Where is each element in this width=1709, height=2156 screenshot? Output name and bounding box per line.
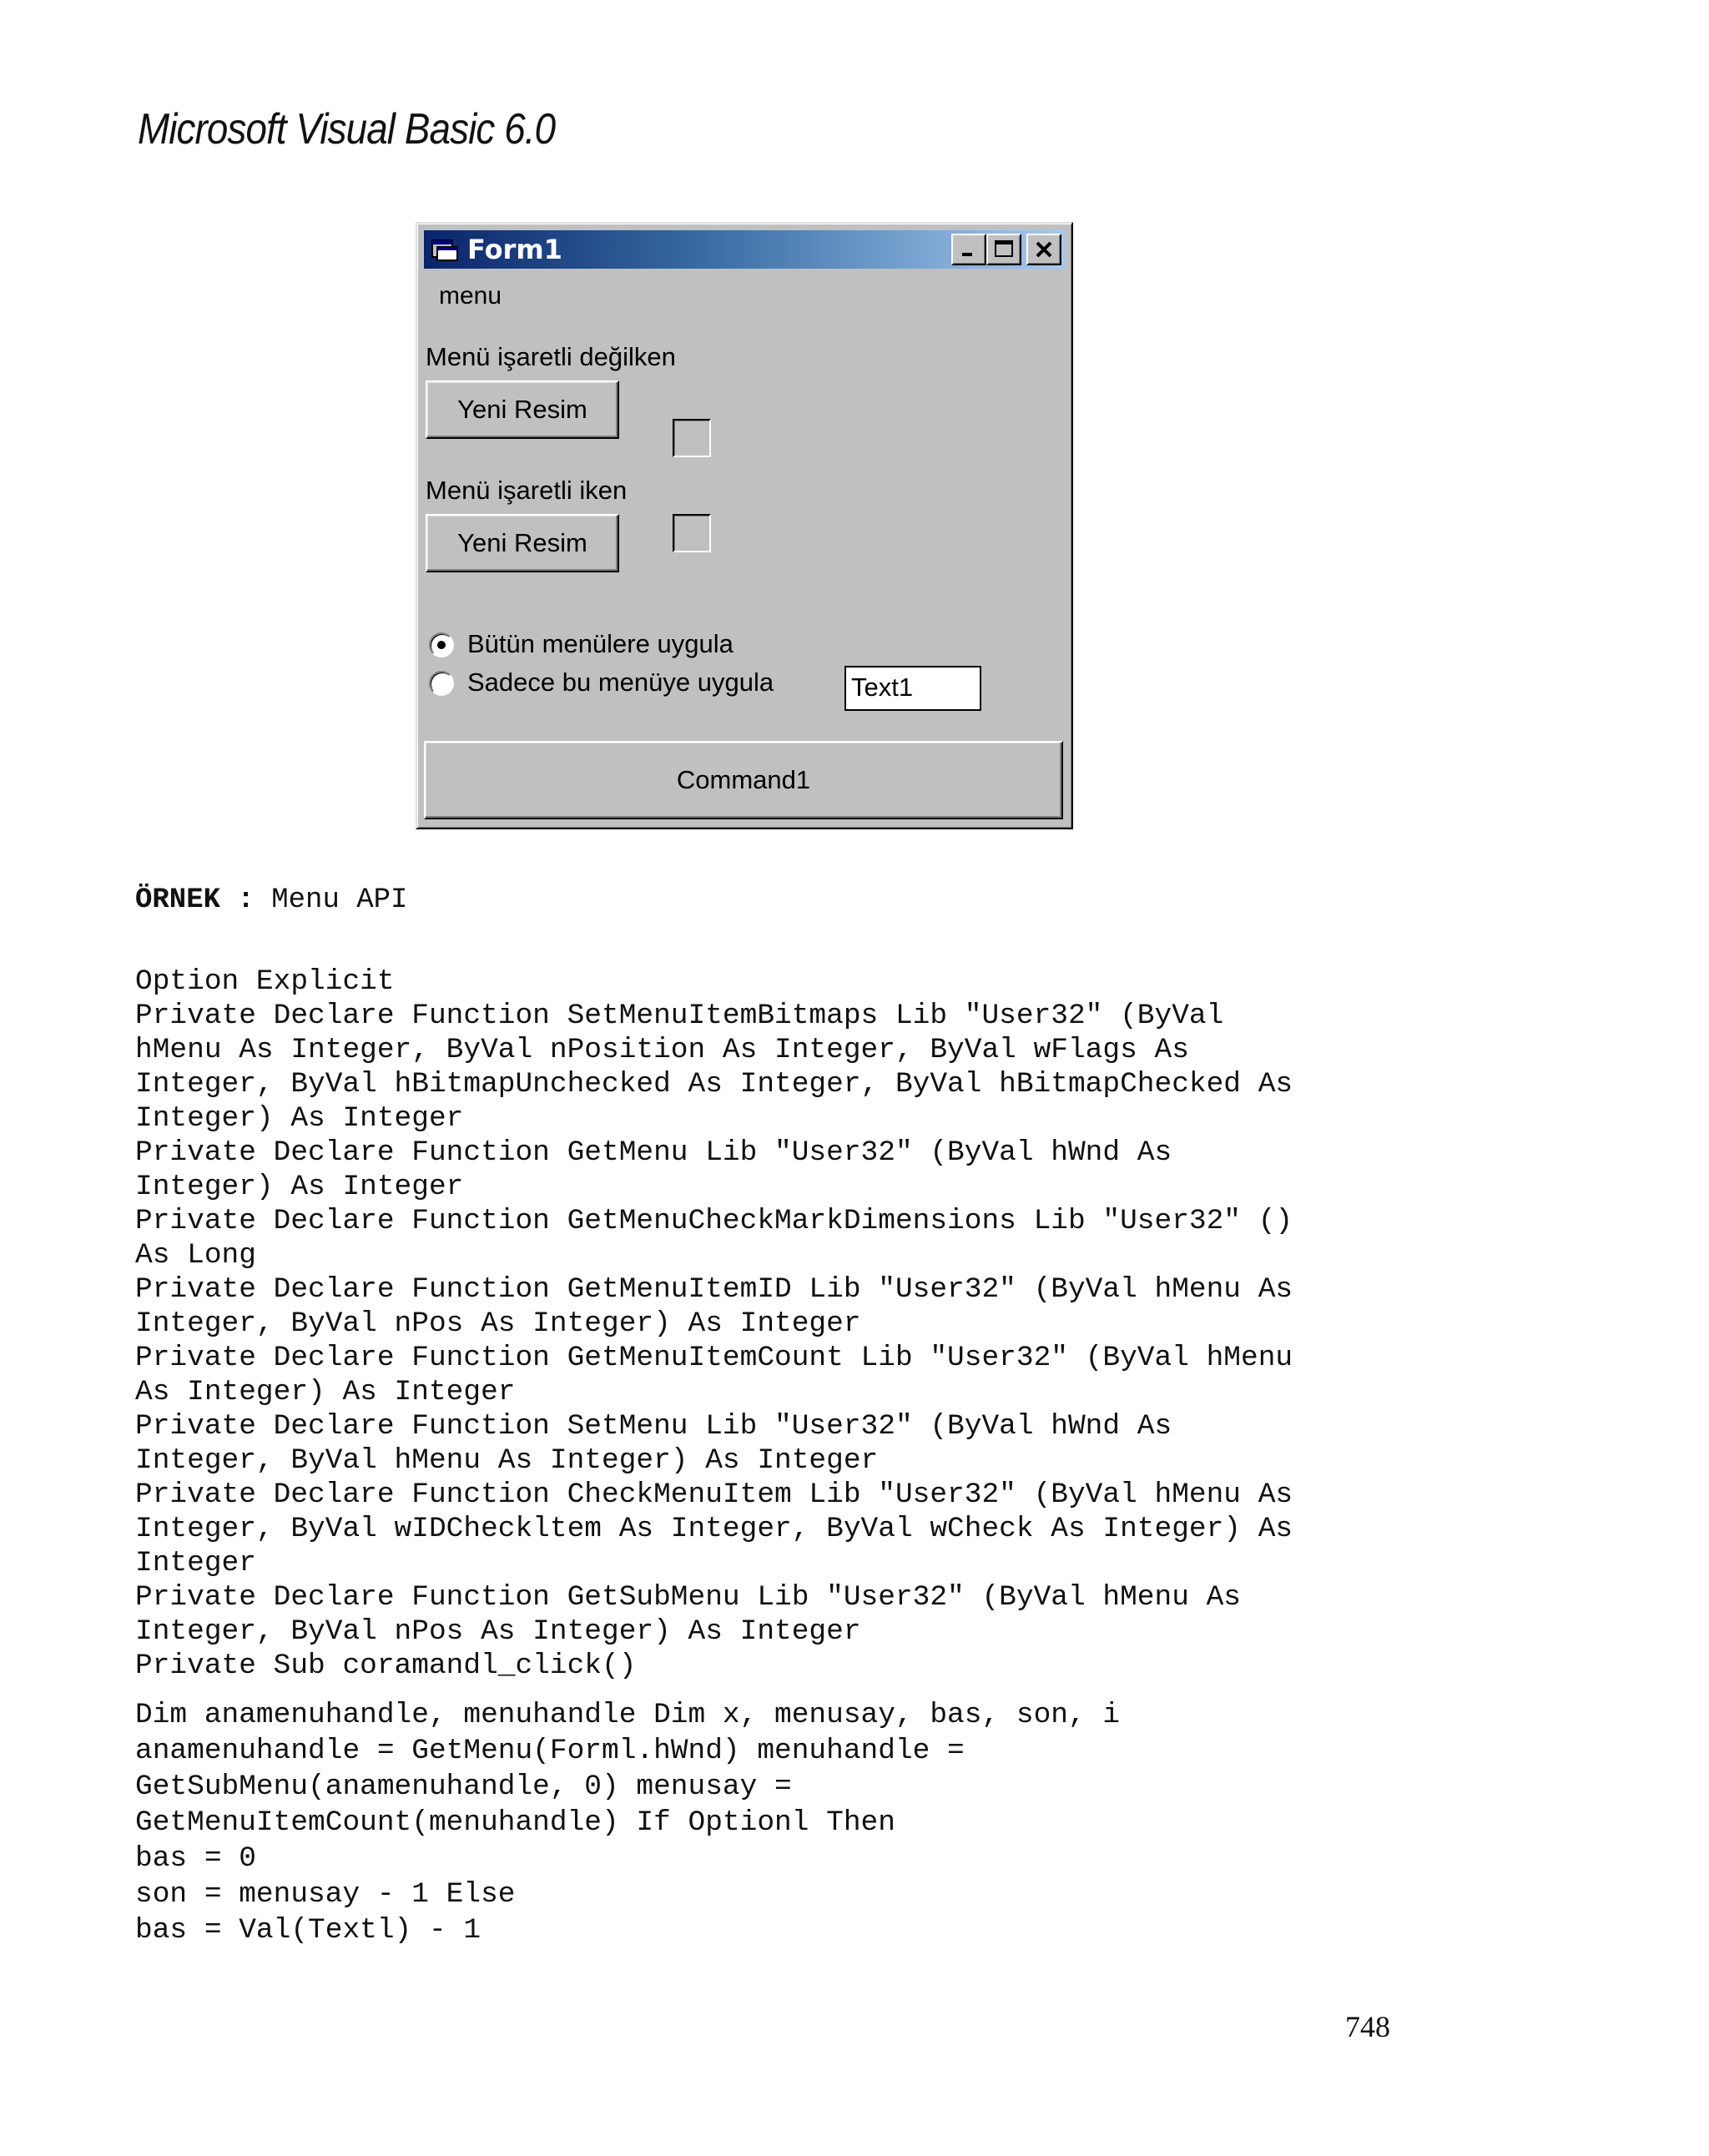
form1-window bbox=[416, 222, 1073, 829]
radio-all-menus[interactable] bbox=[429, 632, 454, 657]
picture-box-checked bbox=[673, 514, 711, 552]
new-image-button-2[interactable]: Yeni Resim bbox=[426, 514, 619, 572]
radio-selected-dot bbox=[437, 641, 446, 649]
radio-this-menu[interactable] bbox=[429, 671, 454, 696]
minimize-icon bbox=[960, 240, 978, 259]
title-bar[interactable] bbox=[424, 230, 1065, 269]
text1-input[interactable]: Text1 bbox=[844, 666, 981, 711]
label-menu-unchecked: Menü işaretli değilken bbox=[426, 342, 676, 371]
example-heading bbox=[135, 884, 407, 916]
example-title: Menu API bbox=[271, 884, 408, 916]
code-block-declarations: Option Explicit Private Declare Function SetMenuItemBitmaps Lib "User32" (ByVal hMenu As Integer, ByVal nPosition As Integer, ByVal wFlags As Integer, ByVal hBitmapUnchecked As Integer, ByVal hBitmapChecked As Integer) As Integer Private Declare Function GetMenu Lib "User32" (ByVal hWnd As Integer) As Integer Private Declare Function GetMenuCheckMarkDimensions Lib "User32" () As Long Private Declare Function GetMenuItemID Lib "User32" (ByVal hMenu As Integer, ByVal nPos As Integer) As Integer Private Declare Function GetMenuItemCount Lib "User32" (ByVal hMenu As Integer) As Integer Private Declare Function SetMenu Lib "User32" (ByVal hWnd As Integer, ByVal hMenu As Integer) As Integer Private Declare Function CheckMenuItem Lib "User32" (ByVal hMenu As Integer, ByVal wIDCheckltem As Integer, ByVal wCheck As Integer) As Integer Private Declare Function GetSubMenu Lib "User32" (ByVal hMenu As Integer, ByVal nPos As Integer) As Integer Private Sub coramandl_click() bbox=[135, 965, 1293, 1682]
menu-item-menu[interactable]: menu bbox=[439, 282, 502, 310]
window-title: Form1 bbox=[467, 234, 562, 265]
page-number: 748 bbox=[1345, 2010, 1390, 2043]
example-label: ÖRNEK : bbox=[135, 884, 255, 916]
new-image-button-1[interactable]: Yeni Resim bbox=[426, 380, 619, 439]
book-header-title: Microsoft Visual Basic 6.0 bbox=[138, 105, 556, 154]
form-icon bbox=[431, 237, 459, 262]
close-icon bbox=[1034, 239, 1054, 259]
close-button[interactable] bbox=[1026, 234, 1061, 265]
caption-buttons bbox=[951, 234, 1061, 265]
radio-this-menu-label[interactable]: Sadece bu menüye uygula bbox=[467, 667, 774, 697]
radio-all-menus-label[interactable]: Bütün menülere uygula bbox=[467, 629, 734, 658]
minimize-button[interactable] bbox=[951, 234, 986, 265]
command1-button[interactable]: Command1 bbox=[424, 741, 1063, 819]
maximize-button[interactable] bbox=[986, 234, 1021, 265]
picture-box-unchecked bbox=[673, 419, 711, 457]
maximize-icon bbox=[994, 239, 1014, 259]
label-menu-checked: Menü işaretli iken bbox=[426, 476, 628, 505]
code-block-click-handler: Dim anamenuhandle, menuhandle Dim x, menusay, bas, son, i anamenuhandle = GetMenu(Forml.hWnd) menuhandle = GetSubMenu(anamenuhandle, 0) menusay = GetMenuItemCount(menuhandle) If Optionl Then bas = 0 son = menusay - 1 Else bas = Val(Textl) - 1 bbox=[135, 1699, 1121, 1947]
